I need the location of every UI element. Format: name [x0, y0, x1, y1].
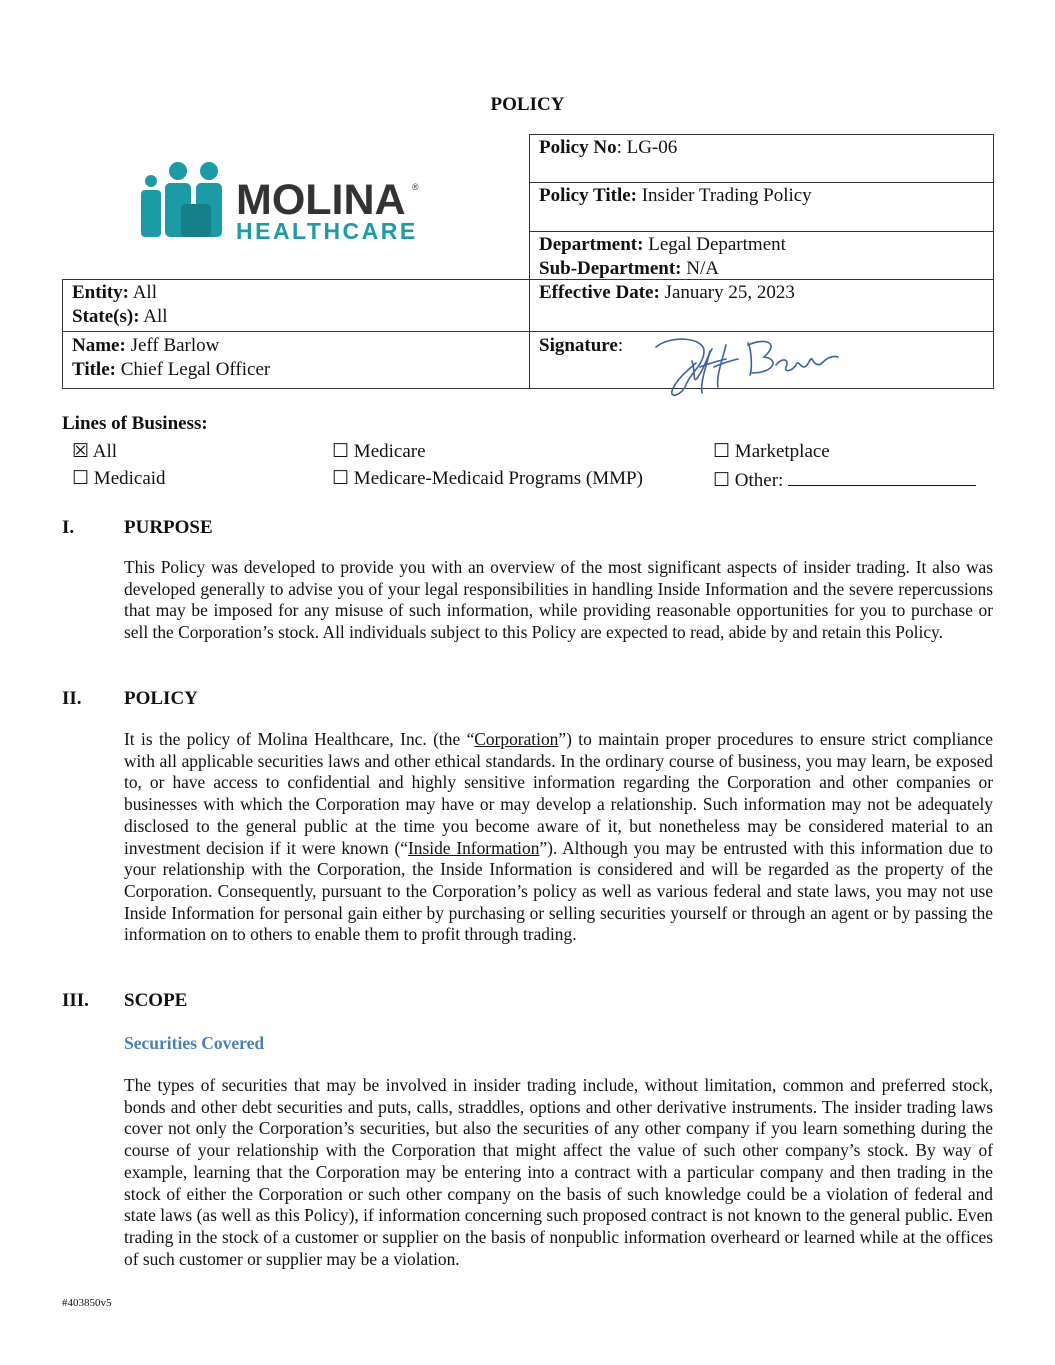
lob-checkbox-medicaid[interactable]: ☐ Medicaid	[72, 468, 166, 489]
logo-registered: ®	[412, 182, 419, 192]
signature-label: Signature:	[539, 335, 624, 356]
other-blank-field[interactable]	[788, 467, 976, 486]
table-divider	[529, 182, 994, 183]
logo-line2: HEALTHCARE	[236, 218, 418, 242]
section-title-purpose: PURPOSE	[124, 517, 213, 538]
lob-checkbox-other[interactable]: ☐ Other:	[713, 467, 976, 493]
checkbox-checked-icon: ☒	[72, 441, 90, 462]
effective-date: Effective Date: January 25, 2023	[539, 282, 795, 303]
defined-term-corporation: Corporation	[474, 729, 559, 749]
molina-healthcare-logo	[137, 160, 427, 242]
section-title-policy: POLICY	[124, 688, 198, 709]
table-divider	[62, 331, 994, 332]
section-number: I.	[62, 517, 75, 538]
policy-number: Policy No: LG-06	[539, 137, 678, 158]
lob-checkbox-all[interactable]: ☒ All	[72, 441, 118, 462]
department: Department: Legal Department	[539, 234, 786, 255]
document-id: #403850v5	[62, 1297, 112, 1309]
scope-paragraph: The types of securities that may be involved in insider trading include, without limitation, common and preferred stock, bonds and other debt securities and puts, calls, straddles, options and other derivative instruments. The insider trading laws cover not only the Corporation’s securities, but also the securities of any other company if you learn something during the course of your relationship with the Corporation that might affect the value of such other company’s stock. By way of example, learning that the Corporation may be entering into a contract with a particular company and then trading in the stock of either the Corporation or such other company on the basis of such knowledge could be a violation of federal and state laws (as well as this Policy), if information concerning such proposed contract is not known to the general public. Even trading in the stock of a customer or supplier on the basis of nonpublic information overheard or learned while at the offices of such customer or supplier may be a violation.	[124, 1075, 993, 1269]
checkbox-unchecked-icon: ☐	[713, 470, 731, 491]
entity: Entity: All	[72, 282, 157, 303]
section-number: II.	[62, 688, 82, 709]
purpose-paragraph: This Policy was developed to provide you with an overview of the most significant aspects of insider trading. It also was developed generally to advise you of your legal responsibilities in handling Inside Information and the severe repercussions that may be imposed for any misuse of such information, while providing reasonable opportunities for you to purchase or sell the Corporation’s stock. All individuals subject to this Policy are expected to read, abide by and retain this Policy.	[124, 557, 993, 643]
defined-term-inside-information: Inside Information	[408, 837, 540, 858]
table-divider	[529, 231, 994, 232]
lines-of-business-heading: Lines of Business:	[62, 413, 208, 434]
document-title: POLICY	[490, 94, 565, 115]
policy-title: Policy Title: Insider Trading Policy	[539, 185, 812, 206]
subheading-securities-covered: Securities Covered	[124, 1033, 265, 1053]
states: State(s): All	[72, 306, 168, 327]
section-number: III.	[62, 990, 89, 1011]
checkbox-unchecked-icon: ☐	[72, 468, 90, 489]
signer-name: Name: Jeff Barlow	[72, 335, 220, 356]
checkbox-unchecked-icon: ☐	[332, 441, 350, 462]
signer-title: Title: Chief Legal Officer	[72, 359, 271, 380]
checkbox-unchecked-icon: ☐	[332, 468, 350, 489]
policy-paragraph: It is the policy of Molina Healthcare, Inc. (the “Corporation”) to maintain proper procedures to ensure strict compliance with all applicable securities laws and other ethical standards. In the ordinary course of business, you may learn, be exposed to, or have access to confidential and highly sensitive information regarding the Corporation and other companies or businesses with which the Corporation may have or may develop a relationship. Such information may not be adequately disclosed to the general public at the time you become aware of it, but nonetheless may be considered material to an investment decision if it were known (“Inside Information”). Although you may be entrusted with this information due to your relationship with the Corporation, the Inside Information is considered and will be regarded as the property of the Corporation. Consequently, pursuant to the Corporation’s policy as well as various federal and state laws, you may not use Inside Information for personal gain either by purchasing or selling securities yourself or through an agent or by passing the information on to others to enable them to profit through trading.	[124, 729, 994, 945]
signature-image	[652, 333, 844, 403]
lob-checkbox-marketplace[interactable]: ☐ Marketplace	[713, 441, 830, 462]
lob-checkbox-mmp[interactable]: ☐ Medicare-Medicaid Programs (MMP)	[332, 468, 643, 489]
checkbox-unchecked-icon: ☐	[713, 441, 731, 462]
section-title-scope: SCOPE	[124, 990, 188, 1011]
logo-line1: MOLINA	[236, 176, 406, 224]
sub-department: Sub-Department: N/A	[539, 258, 719, 279]
lob-checkbox-medicare[interactable]: ☐ Medicare	[332, 441, 426, 462]
